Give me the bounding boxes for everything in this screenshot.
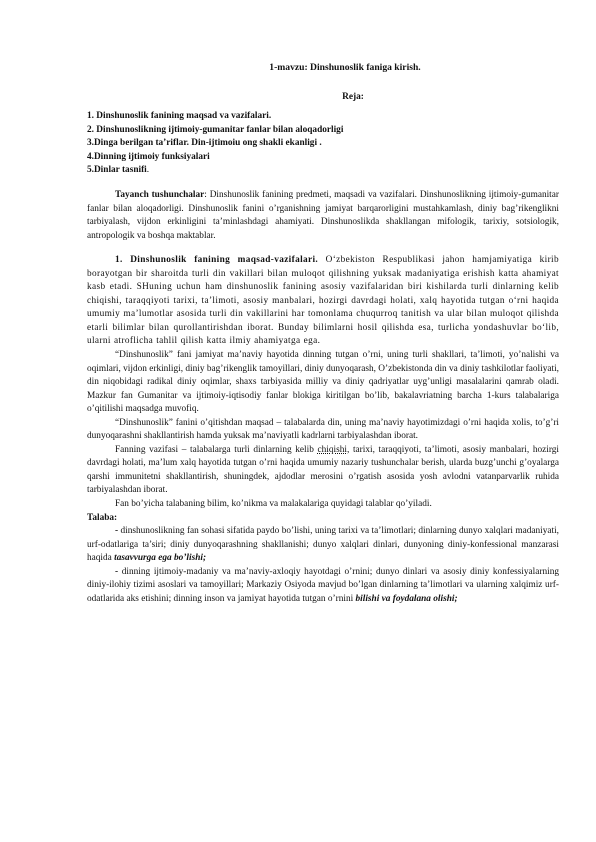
section1-paragraph xyxy=(87,254,559,349)
keywords-paragraph xyxy=(87,189,559,243)
plan-item-period: . xyxy=(146,165,150,176)
task-text-end: , tarixi, taraqqiyoti, ta’limoti, asosiy manbalari, hozirgi davrdagi holati, ma’lum xalq hayotida tutgan o’rni haqida umumiy nazariy tushunchalar berish, ularda buzg’unchi g’oyalarga qarshi immunitetni shakllantirish, shuningdek, ajdodlar merosini o’rgatish asosida yosh avlodni vatanparvarlik ruhida tarbiyalashdan iborat. xyxy=(87,444,559,496)
document-title: 1-mavzu: Dinshunoslik faniga kirish. xyxy=(269,62,421,73)
plan-item: 2. Dinshunoslikning ijtimoiy-gumanitar fanlar bilan aloqadorligi xyxy=(87,124,344,135)
plan-item-text: 5.Dinlar tasnifi xyxy=(87,165,147,176)
task-text-underlined: chiqishi xyxy=(317,444,347,455)
bullet-text: dinning ijtimoiy-madaniy va ma’naviy-axloqiy hayotdagi o’rnini; dunyo dinlari va asosiy diniy konfessiyalarning diniy-ilohiy tizimi asoslari va tamoyillari; Markaziy Osiyoda mavjud bo’lgan dinlarning ta’limotlari va ularning xalqimiz urf-odatlarida aks etishini; dinning inson va jamiyat hayotida tutgan o’rnini xyxy=(87,566,559,604)
task-text-start: Fanning vazifasi – talabalarga turli dinlarning kelib xyxy=(115,444,318,455)
keywords-text: : Dinshunoslik fanining predmeti, maqsadi va vazifalari. Dinshunoslikning ijtimoiy-gumanitar fanlar bilan aloqadorligi. Dinshunoslik fanini o’rganishning jamiyat barqarorligini mustahkamlash, diniy bag’rikenglikni tarbiyalash, vijdon erkinligini ta’minlashdagi ahamiyati. Dinshunoslikda shakllangan mifologik, tarixiy, sotsiologik, antropologik va boshqa maktablar. xyxy=(87,189,559,241)
subject-paragraph: “Dinshunoslik” fani jamiyat ma’naviy hayotida dinning tutgan o’rni, uning turli shakllari, ta’limoti, yo’nalishi va oqimlari, vijdon erkinligi, diniy bag’rikenglik tamoyillari, diniy dunyoqarash, O’zbekistonda din va diniy tashkilotlar faoliyati, din niqobidagi radikal diniy oqimlar, shaxs tarbiyasida milliy va diniy qadriyatlar uyg’unligi masalalarini qamrab oladi. Mazkur fan Gumanitar va ijtimoiy-iqtisodiy fanlar blokiga kiritilgan bo’lib, bakalavriatning barcha 1-kurs talabalariga o’qitilishi maqsadga muvofiq. xyxy=(87,349,559,415)
bullet-emphasis: bilishi va foydalana olishi; xyxy=(355,593,458,604)
section1-heading: 1. Dinshunoslik fanining maqsad-vazifalari. xyxy=(115,255,319,266)
bullet-item-2 xyxy=(87,566,559,607)
student-label: Talaba: xyxy=(87,512,118,523)
bullet-emphasis: tasavvurga ega bo’lishi; xyxy=(114,553,207,564)
requirements-paragraph: Fan bo’yicha talabaning bilim, ko’nikma va malakalariga quyidagi talablar qo’yiladi. xyxy=(115,499,432,509)
section1-text: O‘zbekiston Respublikasi jahon hamjamiyatiga kirib borayotgan bir sharoitda turli din vakillari bilan muloqot qilishning yuksak madaniyatiga erishish katta ahamiyat kasb etadi. SHuning uchun ham dinshunoslik fanining asosiy vazifalaridan biri kishilarda turli dinlarning kelib chiqishi, taraqqiyoti tarixi, ta’limoti, asosiy manbalari, hozirgi davrdagi holati, xalq hayotida tutgan o‘rni haqida umumiy ma’lumotlar asosida turli din vakillarini har tomonlama chuqurroq tanitish va ular bilan muloqot qilishda etarli bilimlar bilan qurollantirishdan iborat. Bunday bilimlarni hosil qilishda esa, turlicha yondashuvlar bo‘lib, ularni atroflicha tahlil qilish katta ilmiy ahamiyatga ega. xyxy=(87,255,559,347)
bullet-dash: - xyxy=(115,566,119,577)
plan-item: 4.Dinning ijtimoiy funksiyalari xyxy=(87,151,210,162)
keywords-label: Tayanch tushunchalar xyxy=(115,189,205,200)
plan-item: 3.Dinga berilgan ta’riflar. Din-ijtimoiu ong shakli ekanligi . xyxy=(87,138,322,149)
bullet-item-1 xyxy=(87,525,559,566)
bullet-dash: - xyxy=(115,526,119,537)
document-content xyxy=(87,62,559,606)
plan-heading: Reja: xyxy=(342,92,364,102)
plan-item xyxy=(87,164,559,178)
goal-paragraph: “Dinshunoslik” fanini o’qitishdan maqsad – talabalarda din, uning ma’naviy hayotimizdagi o’rni haqida xolis, to’g’ri dunyoqarashni shakllantirish hamda yuksak ma’naviyatli kadrlarni tarbiyalashdan iborat. xyxy=(87,417,559,442)
plan-item: 1. Dinshunoslik fanining maqsad va vazifalari. xyxy=(87,111,272,121)
plan-list xyxy=(87,110,559,178)
task-paragraph xyxy=(87,444,559,498)
bullet-text: dinshunoslikning fan sohasi sifatida paydo bo’lishi, uning tarixi va ta’limotlari; dinlarning dunyo xalqlari madaniyati, urf-odatlariga ta’siri; diniy dunyoqarashning shakllanishi; dunyo xalqlari dinlari, dunyoning diniy-konfessional manzarasi haqida xyxy=(87,526,559,564)
